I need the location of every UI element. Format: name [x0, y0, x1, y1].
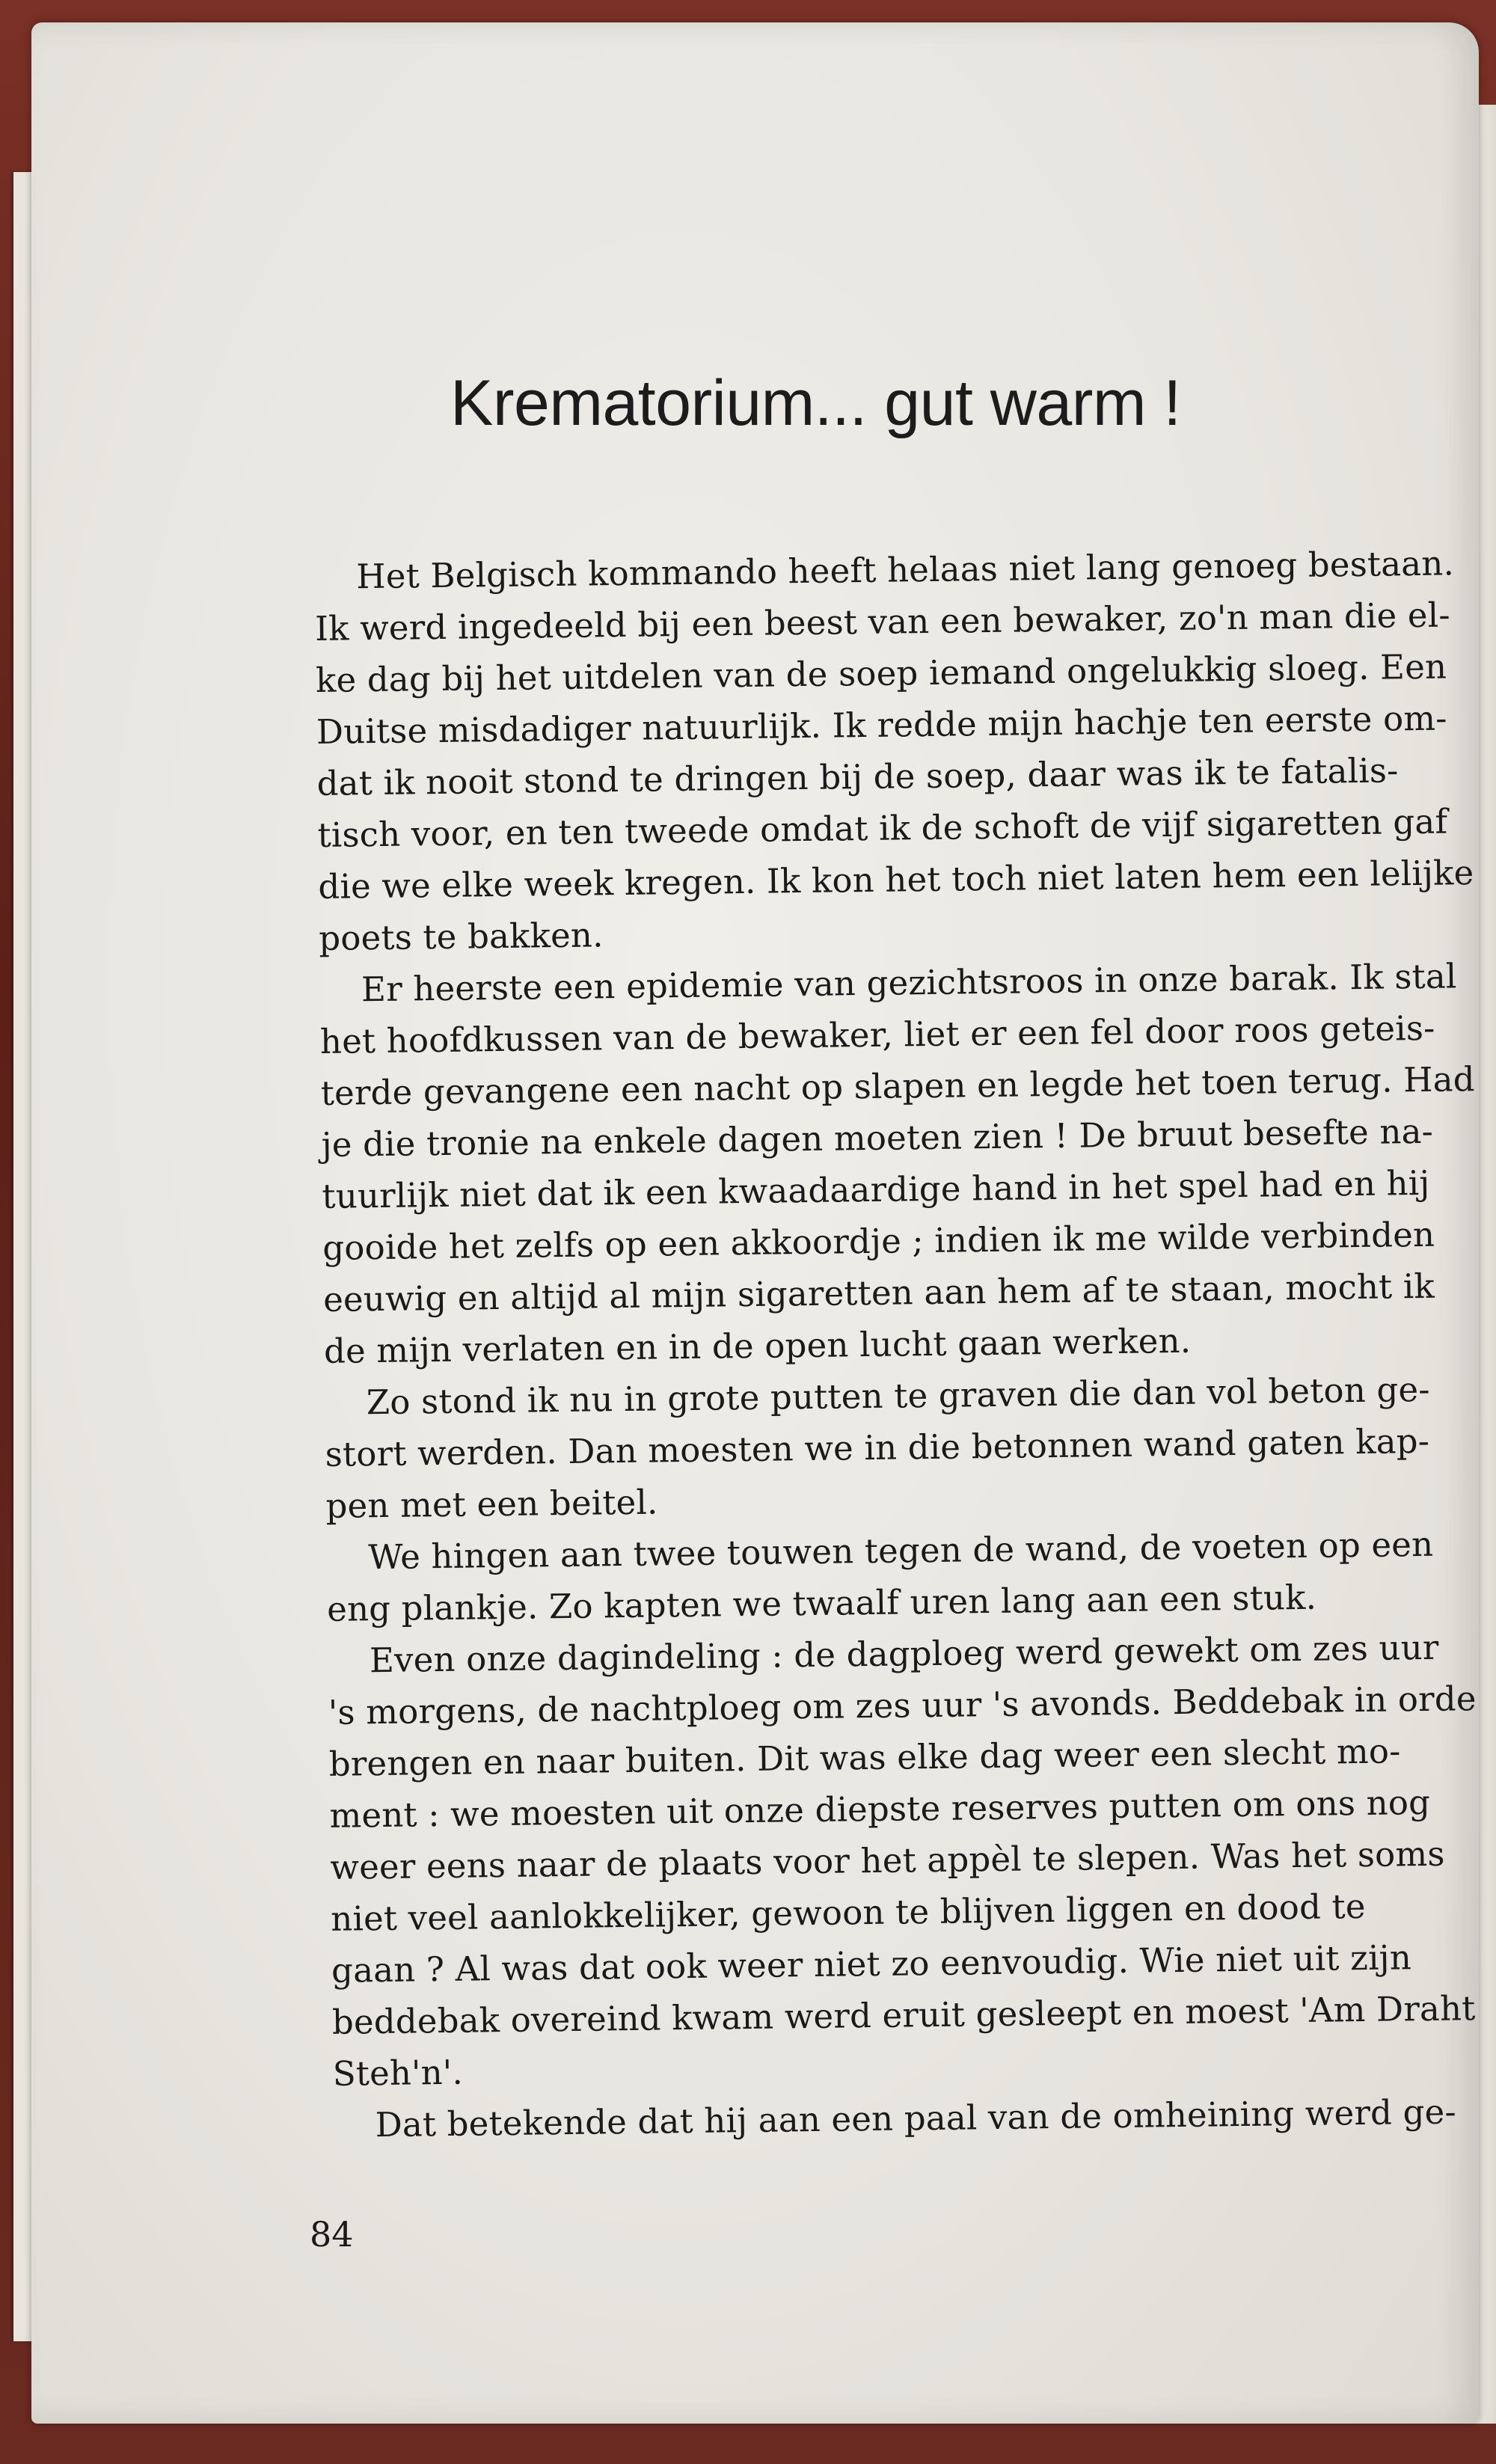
text-line: terde gevangene een nacht op slapen en legde het toen terug. Had [320, 1059, 1476, 1113]
text-line: de mijn verlaten en in de open lucht gaan werken. [323, 1320, 1192, 1371]
text-line: gooide het zelfs op een akkoordje ; indien ik me wilde verbinden [322, 1214, 1435, 1268]
text-line: Er heerste een epidemie van gezichtsroos in onze barak. Ik stal [361, 956, 1457, 1010]
text-line: tisch voor, en ten tweede omdat ik de schoft de vijf sigaretten gaf [317, 801, 1448, 855]
text-line: We hingen aan twee touwen tegen de wand, de voeten op een [368, 1524, 1434, 1578]
body-text [314, 541, 1478, 2148]
text-line: beddebak overeind kwam werd eruit gesleept en moest 'Am Draht [331, 1988, 1476, 2042]
text-line: Ik werd ingedeeld bij een beest van een bewaker, zo'n man die el- [314, 595, 1451, 649]
text-line: weer eens naar de plaats voor het appèl te slepen. Was het soms [330, 1833, 1445, 1887]
text-line: ke dag bij het uitdelen van de soep iemand ongelukkig sloeg. Een [315, 646, 1447, 700]
text-line: stort werden. Dan moesten we in die betonnen wand gaten kap- [325, 1421, 1430, 1474]
text-line: tuurlijk niet dat ik een kwaadaardige hand in het spel had en hij [322, 1162, 1430, 1216]
text-line: eng plankje. Zo kapten we twaalf uren lang aan een stuk. [326, 1577, 1317, 1629]
text-line: poets te bakken. [318, 915, 604, 958]
text-line: gaan ? Al was dat ook weer niet zo eenvoudig. Wie niet uit zijn [331, 1937, 1412, 1990]
text-line: Even onze dagindeling : de dagploeg werd gewekt om zes uur [369, 1627, 1439, 1681]
text-line: eeuwig en altijd al mijn sigaretten aan hem af te staan, mocht ik [322, 1266, 1435, 1320]
text-line: Steh'n'. [332, 2052, 464, 2094]
text-line: brengen en naar buiten. Dit was elke dag weer een slecht mo- [328, 1731, 1401, 1784]
book-page [31, 22, 1479, 2424]
text-line: het hoofdkussen van de bewaker, liet er een fel door roos geteis- [319, 1008, 1435, 1061]
text-line: Zo stond ik nu in grote putten te graven die dan vol beton ge- [366, 1369, 1431, 1423]
text-line: niet veel aanlokkelijker, gewoon te blijven liggen en dood te [330, 1886, 1366, 1939]
page-number: 84 [310, 2214, 354, 2255]
text-line: ment : we moesten uit onze diepste reserves putten om ons nog [329, 1782, 1431, 1836]
text-line: Dat betekende dat hij aan een paal van de omheining werd ge- [375, 2091, 1457, 2145]
text-line: Duitse misdadiger natuurlijk. Ik redde mijn hachje ten eerste om- [316, 698, 1447, 752]
text-line: je die tronie na enkele dagen moeten zien ! De bruut besefte na- [321, 1111, 1434, 1165]
chapter-title: Krematorium... gut warm ! [450, 367, 1181, 439]
text-line: 's morgens, de nachtploeg om zes uur 's avonds. Beddebak in orde [328, 1679, 1477, 1732]
text-line: dat ik nooit stond te dringen bij de soep, daar was ik te fatalis- [316, 750, 1399, 803]
text-line: pen met een beitel. [325, 1482, 658, 1526]
text-line: Het Belgisch kommando heeft helaas niet lang genoeg bestaan. [356, 543, 1455, 597]
text-line: die we elke week kregen. Ik kon het toch niet laten hem een lelijke [318, 853, 1474, 907]
